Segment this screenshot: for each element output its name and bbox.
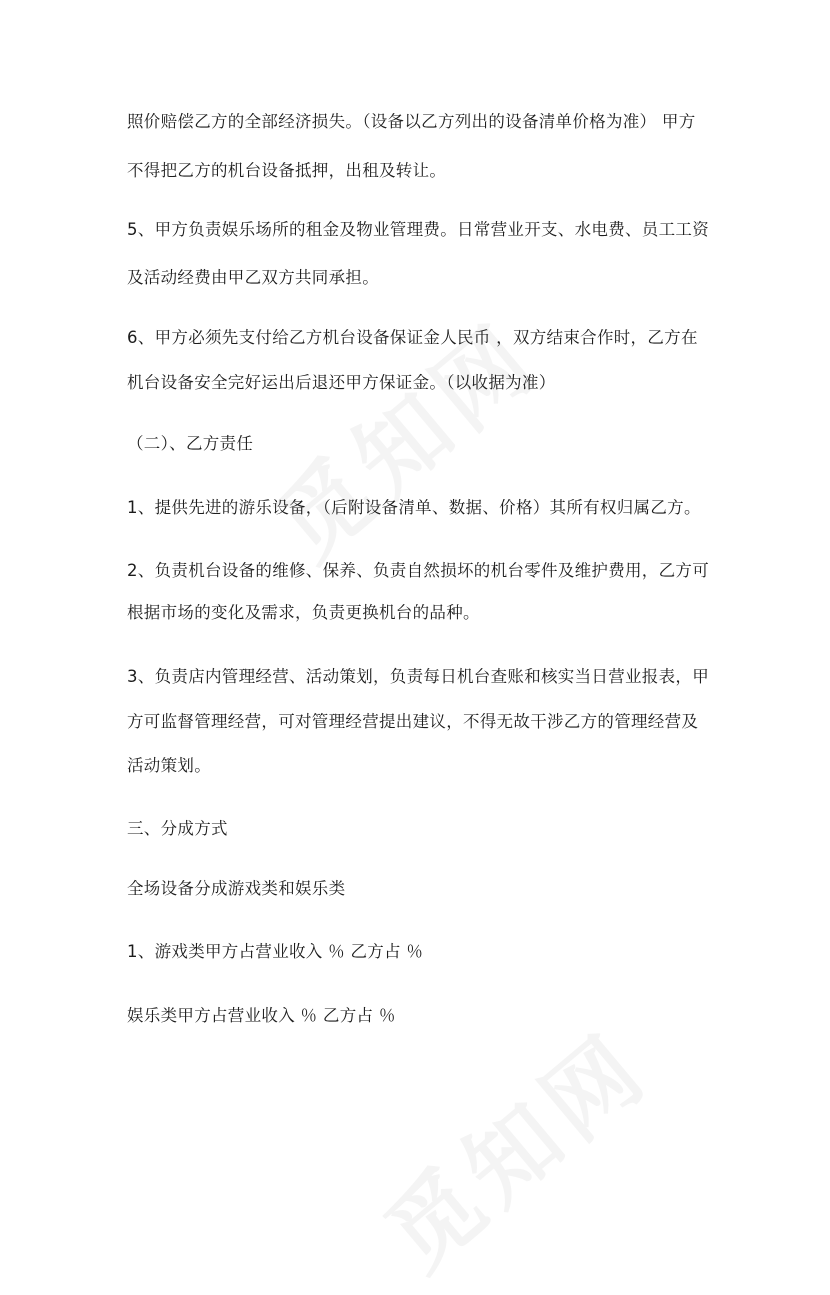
- paragraph-line: 方可监督管理经营，可对管理经营提出建议，不得无故干涉乙方的管理经营及: [127, 712, 699, 731]
- paragraph-line: 1、提供先进的游乐设备，（后附设备清单、数据、价格）其所有权归属乙方。: [127, 498, 701, 517]
- paragraph-line: 全场设备分成游戏类和娱乐类: [127, 879, 346, 898]
- paragraph-line: 不得把乙方的机台设备抵押，出租及转让。: [127, 161, 447, 180]
- paragraph-line: 2、负责机台设备的维修、保养、负责自然损坏的机台零件及维护费用，乙方可: [127, 561, 709, 580]
- paragraph-line: 根据市场的变化及需求，负责更换机台的品种。: [127, 603, 480, 622]
- paragraph-line: 5、甲方负责娱乐场所的租金及物业管理费。日常营业开支、水电费、员工工资: [127, 220, 709, 239]
- paragraph-line: 娱乐类甲方占营业收入 ％ 乙方占 ％: [127, 1006, 396, 1025]
- paragraph-line: 机台设备安全完好运出后退还甲方保证金。（以收据为准）: [127, 373, 556, 392]
- watermark: [353, 997, 672, 1295]
- paragraph-line: 活动策划。: [127, 756, 211, 775]
- paragraph-line: 及活动经费由甲乙双方共同承担。: [127, 268, 379, 287]
- paragraph-line: 3、负责店内管理经营、活动策划，负责每日机台查账和核实当日营业报表，甲: [127, 667, 709, 686]
- paragraph-line: 6、甲方必须先支付给乙方机台设备保证金人民币 ，双方结束合作时，乙方在: [127, 328, 698, 347]
- paragraph-line: 1、游戏类甲方占营业收入 ％ 乙方占 ％: [127, 942, 424, 961]
- paragraph-line: 照价赔偿乙方的全部经济损失。（设备以乙方列出的设备清单价格为准） 甲方: [127, 112, 696, 131]
- section-heading: 三、分成方式: [127, 819, 228, 838]
- section-heading: （二）、乙方责任: [127, 434, 254, 453]
